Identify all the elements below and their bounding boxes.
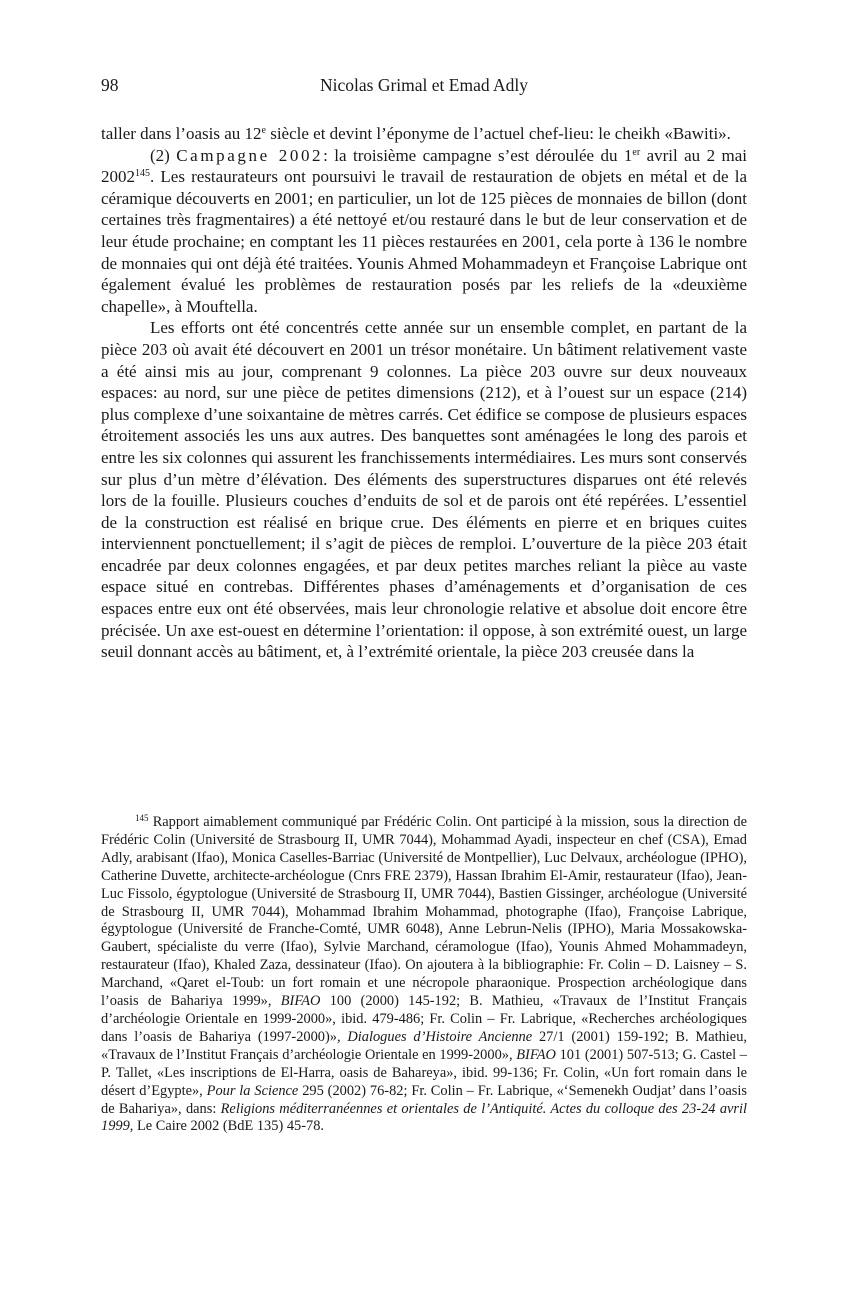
- footnote-text: 101 (2001) 507-513; G. Castel – P. Tallet, «Les inscriptions de El-Harra, oasis de Bahareya», ibid. 99-136; Fr. Colin, «Un fort romain dans le désert d’Egypte»,: [101, 1046, 748, 1099]
- section-number: (2): [150, 145, 177, 165]
- superscript: er: [632, 146, 641, 158]
- main-text: [101, 123, 747, 663]
- section-heading-spaced: Campagne 2002: [176, 145, 324, 165]
- paragraph-text: taller dans l’oasis au 12: [101, 124, 262, 143]
- footnote-number: 145: [135, 813, 149, 823]
- paragraph-text: avril au 2 mai 2002: [101, 145, 747, 187]
- journal-title: BIFAO: [280, 993, 321, 1010]
- paragraph-text: . Les restaurateurs ont poursuivi le travail de restauration de objets en métal et de la céramique découverts en 2001; en particulier, un lot de 125 pièces de monnaies de billon (dont certaines très fragmentaires) a été nettoyé et/ou restauré dans le but de leur conservation et de leur étude prochaine; en comptant les 11 pièces restaurées en 2001, cela porte à 136 le nombre de monnaies qui ont déjà été traitées. Younis Ahmed Mohammadeyn et Françoise Labrique ont également évalué les problèmes de restauration posés par les reliefs de la «deuxième chapelle», à Mouftella.: [101, 167, 747, 316]
- journal-title: Pour la Science: [206, 1082, 299, 1099]
- footnote-text: Rapport aimablement communiqué par Frédéric Colin. Ont participé à la mission, sous la direction de Frédéric Colin (Université de Strasbourg II, UMR 7044), Mohammad Ayadi, inspecteur en chef (CSA), Emad Adly, arabisant (Ifao), Monica Caselles-Barriac (Université de Montpellier), Luc Delvaux, archéologue (IPHO), Catherine Duvette, architecte-archéologue (Cnrs FRE 2379), Hassan Ibrahim El-Amir, restaurateur (Ifao), Jean-Luc Fissolo, égyptologue (Université de Strasbourg II, UMR 7044), Bastien Gissinger, archéologue (Université de Strasbourg II, UMR 7044), Mohammad Ibrahim Mohammad, photographe (Ifao), Françoise Labrique, égyptologue (Université de Franche-Comté, UMR 6048), Anne Lebrun-Nelis (IPHO), Maria Mossakowska-Gaubert, spécialiste du verre (Ifao), Sylvie Marchand, céramologue (Ifao), Younis Ahmed Mohammadeyn, restaurateur (Ifao), Khaled Zaza, dessinateur (Ifao). On ajoutera à la bibliographie: Fr. Colin – D. Laisney – S. Marchand, «Qaret el-Toub: un fort romain et une nécropole pharaonique. Prospection archéologique dans l’oasis de Bahariya 1999»,: [101, 814, 747, 1010]
- running-header: [101, 74, 747, 96]
- footnote-text: , Le Caire 2002 (BdE 135) 45-78.: [129, 1118, 325, 1135]
- footnote-text: 100 (2000) 145-192; B. Mathieu, «Travaux de l’Institut Français d’archéologie Orientale en 1999-2000», ibid. 479-486; Fr. Colin – Fr. Labrique, «Recherches archéologiques dans l’oasis de Bahariya (1997-2000)»,: [101, 993, 748, 1045]
- page-number: 98: [101, 75, 119, 95]
- journal-title: Dialogues d’Histoire Ancienne: [347, 1028, 533, 1045]
- footnote-text: 27/1 (2001) 159-192; B. Mathieu, «Travaux de l’Institut Français d’archéologie Orientale en 1999-2000»,: [101, 1028, 747, 1063]
- book-title: Religions méditerranéennes et orientales de l’Antiquité. Actes du colloque des 23-24 avril 1999: [101, 1100, 747, 1135]
- paragraph-text: : la troisième campagne s’est déroulée du 1: [323, 145, 633, 165]
- footnote-section: [101, 814, 747, 1136]
- footnote-145: [101, 814, 747, 1136]
- footnote-reference[interactable]: 145: [135, 168, 150, 180]
- footnote-text: 295 (2002) 76-82; Fr. Colin – Fr. Labrique, «‘Semenekh Oudjat’ dans l’oasis de Bahariya», dans:: [101, 1082, 748, 1117]
- paragraph-continuation: [101, 123, 747, 145]
- paragraph-text: siècle et devint l’éponyme de l’actuel chef-lieu: le cheikh «Bawiti».: [265, 124, 731, 143]
- paragraph-campagne-2002: [101, 145, 747, 318]
- journal-title: BIFAO: [516, 1046, 556, 1063]
- superscript: e: [261, 125, 266, 136]
- running-title-authors: Nicolas Grimal et Emad Adly: [319, 75, 528, 95]
- paragraph-efforts: Les efforts ont été concentrés cette année sur un ensemble complet, en partant de la pièce 203 où avait été découvert en 2001 un trésor monétaire. Un bâtiment relativement vaste a été ainsi mis au jour, comprenant 9 colonnes. La pièce 203 ouvre sur deux nouveaux espaces: au nord, sur une pièce de petites dimensions (212), et à l’ouest sur un espace (214) plus complexe d’une soixantaine de mètres carrés. Cet édifice se compose de plusieurs espaces étroitement associés les uns aux autres. Des banquettes sont aménagées le long des parois et entre les six colonnes qui assurent les franchissements intermédiaires. Les murs sont conservés sur plus d’un mètre d’élévation. Des éléments des superstructures disparues ont été relevés lors de la fouille. Plusieurs couches d’enduits de sol et de parois ont été repérées. L’essentiel de la construction est réalisé en brique crue. Des éléments en pierre et en briques cuites interviennent ponctuellement; il s’agit de pièces de remploi. L’ouverture de la pièce 203 était encadrée par deux colonnes engagées, et par deux petites marches reliant la pièce au vaste espace situé en contrebas. Différentes phases d’aménagements et d’organisation de ces espaces entre eux ont été observées, mais leur chronologie relative et absolue doit encore être précisée. Un axe est-ouest en détermine l’orientation: il oppose, à son extrémité ouest, un large seuil donnant accès au bâtiment, et, à l’extrémité orientale, la pièce 203 creusée dans la: [101, 318, 747, 662]
